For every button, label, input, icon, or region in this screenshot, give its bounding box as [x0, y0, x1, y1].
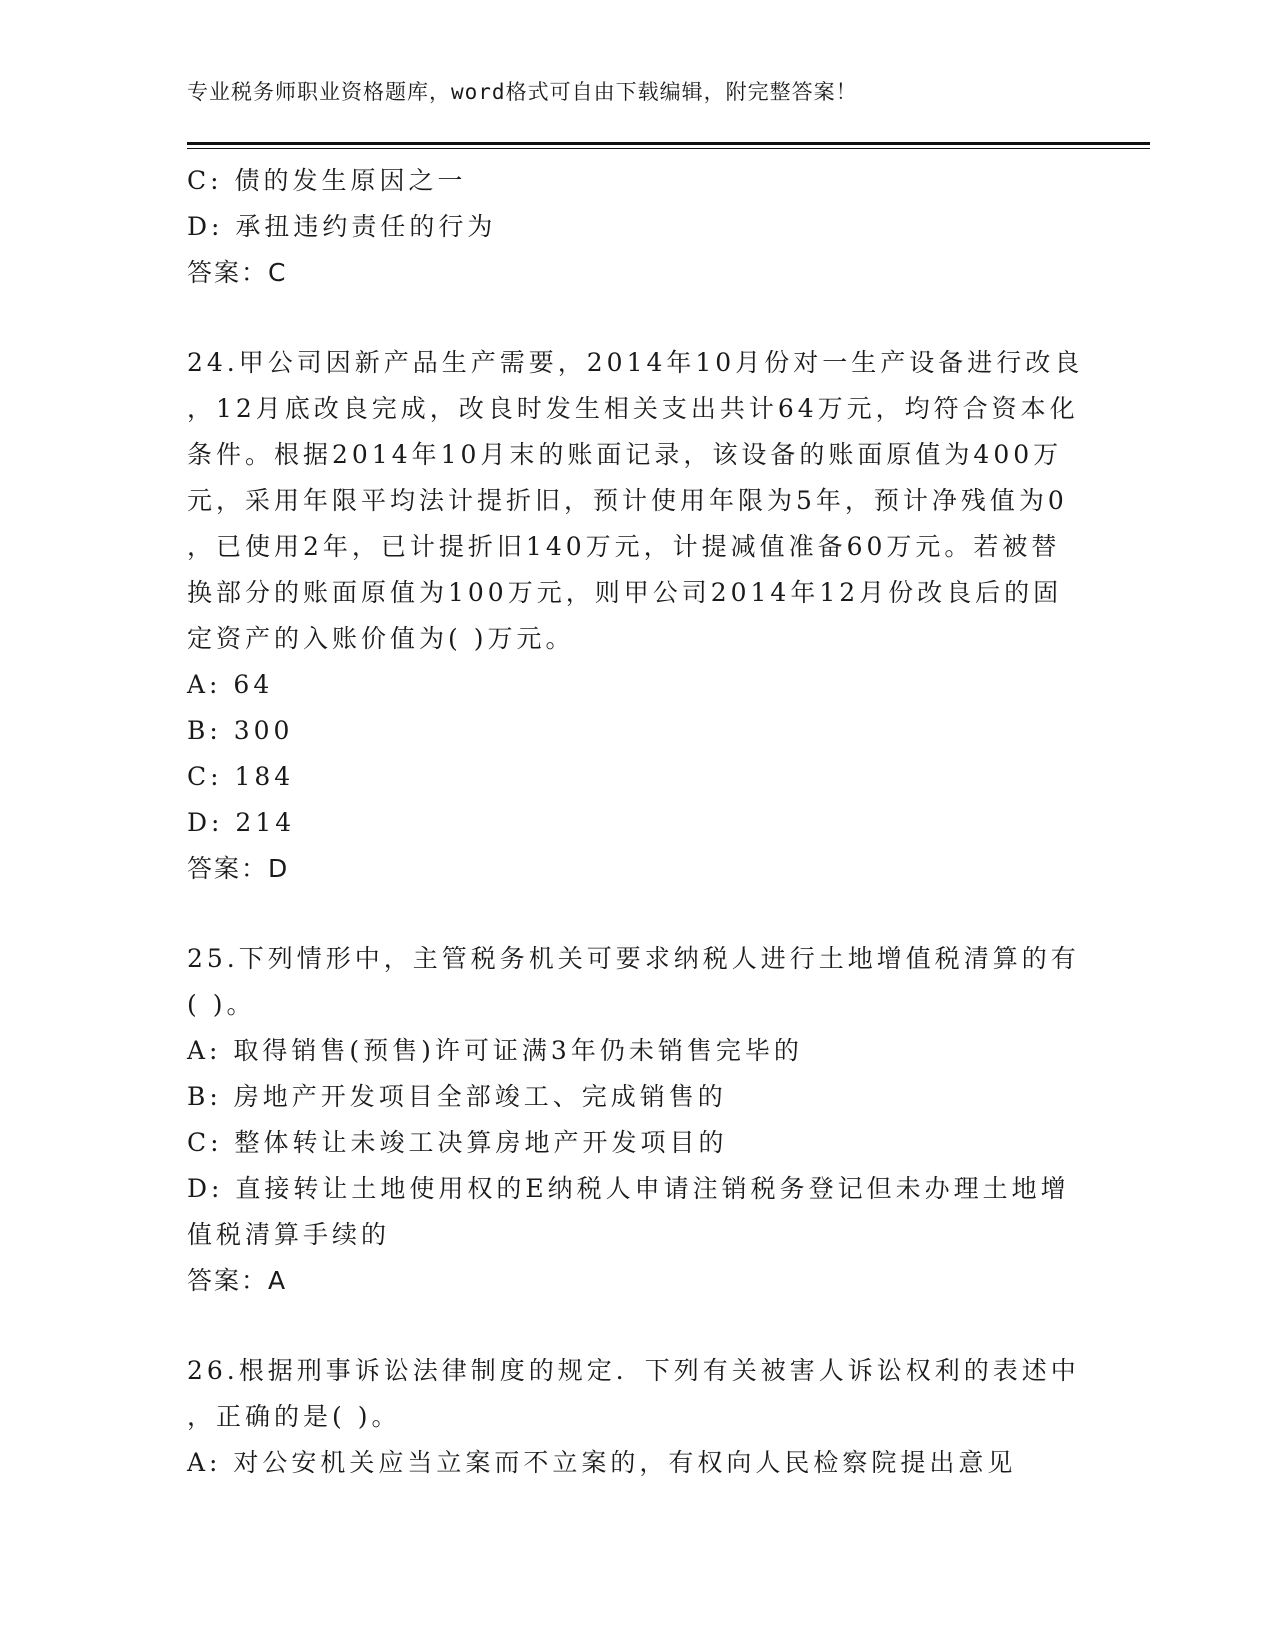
question-23 [187, 158, 1087, 296]
header-rule-thin [187, 148, 1150, 149]
question-stem-line: 元，采用年限平均法计提折旧，预计使用年限为5年，预计净残值为0 [187, 486, 1068, 515]
option-b: B: 房地产开发项目全部竣工、完成销售的 [187, 1082, 727, 1111]
option-a: A: 取得销售(预售)许可证满3年仍未销售完毕的 [187, 1036, 803, 1065]
question-stem-line: 定资产的入账价值为( )万元。 [187, 624, 575, 653]
question-stem-line: ，12月底改良完成，改良时发生相关支出共计64万元，均符合资本化 [187, 394, 1079, 423]
question-stem-line: 26.根据刑事诉讼法律制度的规定．下列有关被害人诉讼权利的表述中 [187, 1356, 1080, 1385]
question-stem-line: 24.甲公司因新产品生产需要，2014年10月份对一生产设备进行改良 [187, 348, 1084, 377]
answer-line: 答案：C [187, 258, 288, 287]
option-b: B: 300 [187, 716, 294, 745]
option-a: A: 64 [187, 670, 274, 699]
question-stem-line: 25.下列情形中，主管税务机关可要求纳税人进行土地增值税清算的有 [187, 944, 1080, 973]
header-rule-thick [187, 142, 1150, 145]
answer-line: 答案：A [187, 1266, 288, 1295]
question-25 [187, 936, 1087, 1304]
option-c: C: 债的发生原因之一 [187, 166, 467, 195]
question-stem-line: ( )。 [187, 990, 256, 1019]
question-stem-line: 换部分的账面原值为100万元，则甲公司2014年12月份改良后的固 [187, 578, 1063, 607]
answer-line: 答案：D [187, 854, 290, 883]
option-d-continued: 值税清算手续的 [187, 1220, 391, 1249]
question-stem-line: ，已使用2年，已计提折旧140万元，计提减值准备60万元。若被替 [187, 532, 1061, 561]
option-c: C: 整体转让未竣工决算房地产开发项目的 [187, 1128, 728, 1157]
question-24 [187, 340, 1087, 892]
option-a: A: 对公安机关应当立案而不立案的，有权向人民检察院提出意见 [187, 1448, 1017, 1477]
page-header: 专业税务师职业资格题库，word格式可自由下载编辑，附完整答案！ [187, 80, 858, 104]
option-d: D: 承扭违约责任的行为 [187, 212, 497, 241]
question-stem-line: ，正确的是( )。 [187, 1402, 401, 1431]
option-d: D: 214 [187, 808, 296, 837]
option-c: C: 184 [187, 762, 295, 791]
document-body [187, 158, 1087, 1486]
question-stem-line: 条件。根据2014年10月末的账面记录，该设备的账面原值为400万 [187, 440, 1063, 469]
option-d: D: 直接转让土地使用权的E纳税人申请注销税务登记但未办理土地增 [187, 1174, 1070, 1203]
question-26 [187, 1348, 1087, 1486]
